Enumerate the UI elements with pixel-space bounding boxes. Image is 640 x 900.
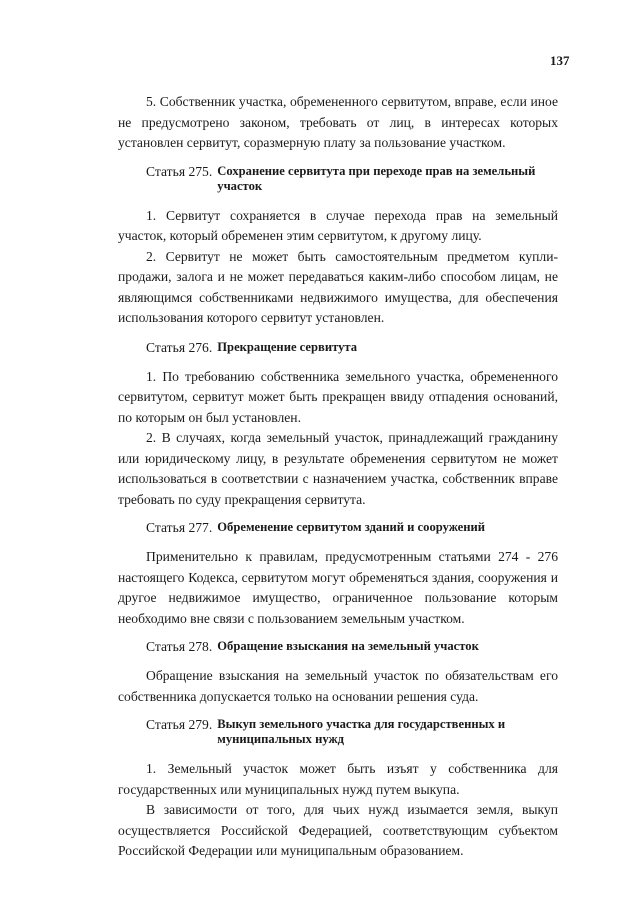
- article-number: Статья 279.: [146, 717, 213, 732]
- article-278-heading: [118, 639, 558, 654]
- page-body: [118, 92, 558, 862]
- article-title: Сохранение сервитута при переходе прав на земельный участок: [217, 163, 536, 193]
- article-279-paragraph-2: В зависимости от того, для чьих нужд изымается земля, выкуп осуществляется Российской Федерацией, соответствующим субъектом Российской Федерации или муниципальным образованием.: [118, 802, 558, 858]
- article-275-paragraph-2: 2. Сервитут не может быть самостоятельным предметом купли-продажи, залога и не может передаваться каким-либо способом лицам, не являющимся собственниками недвижимого имущества, для обеспечения использования которого сервитут установлен.: [118, 248, 558, 325]
- article-277-heading: [118, 520, 558, 535]
- article-number: Статья 278.: [146, 639, 213, 654]
- article-title: Обращение взыскания на земельный участок: [217, 639, 479, 653]
- article-275-heading: [118, 164, 558, 194]
- article-276-paragraph-2: 2. В случаях, когда земельный участок, принадлежащий гражданину или юридическому лицу, в результате обременения сервитутом не может использоваться в соответствии с назначением участка, собственник вправе требовать по суду прекращения сервитута.: [118, 430, 558, 507]
- article-title: Прекращение сервитута: [217, 339, 358, 354]
- article-277-paragraph-1: Применительно к правилам, предусмотренным статьями 274 - 276 настоящего Кодекса, сервитутом могут обременяться здания, сооружения и другое недвижимое имущество, ограниченное пользование которым необходимо вне связи с пользованием земельным участком.: [118, 549, 558, 626]
- article-title: Обременение сервитутом зданий и сооружений: [217, 520, 486, 534]
- article-276-paragraph-1: 1. По требованию собственника земельного участка, обремененного сервитутом, сервитут может быть прекращен ввиду отпадения оснований, по которым он был установлен.: [118, 368, 558, 425]
- article-275-paragraph-1: 1. Сервитут сохраняется в случае перехода прав на земельный участок, который обременен этим сервитутом, к другому лицу.: [118, 207, 558, 243]
- article-278-paragraph-1: Обращение взыскания на земельный участок по обязательствам его собственника допускается только на основании решения суда.: [118, 668, 558, 704]
- article-title: Выкуп земельного участка для государственных и муниципальных нужд: [217, 717, 506, 746]
- article-279-heading: [118, 717, 558, 747]
- article-279-paragraph-1: 1. Земельный участок может быть изъят у собственника для государственных или муниципальных нужд путем выкупа.: [118, 761, 558, 797]
- article-number: Статья 276.: [146, 339, 213, 355]
- article-276-heading: [118, 340, 558, 355]
- paragraph-intro: 5. Собственник участка, обремененного сервитутом, вправе, если иное не предусмотрено законом, требовать от лиц, в интересах которых установлен сервитут, соразмерную плату за пользование участком.: [118, 94, 558, 150]
- article-number: Статья 277.: [146, 520, 213, 535]
- article-number: Статья 275.: [146, 163, 213, 179]
- page-number: 137: [550, 53, 570, 68]
